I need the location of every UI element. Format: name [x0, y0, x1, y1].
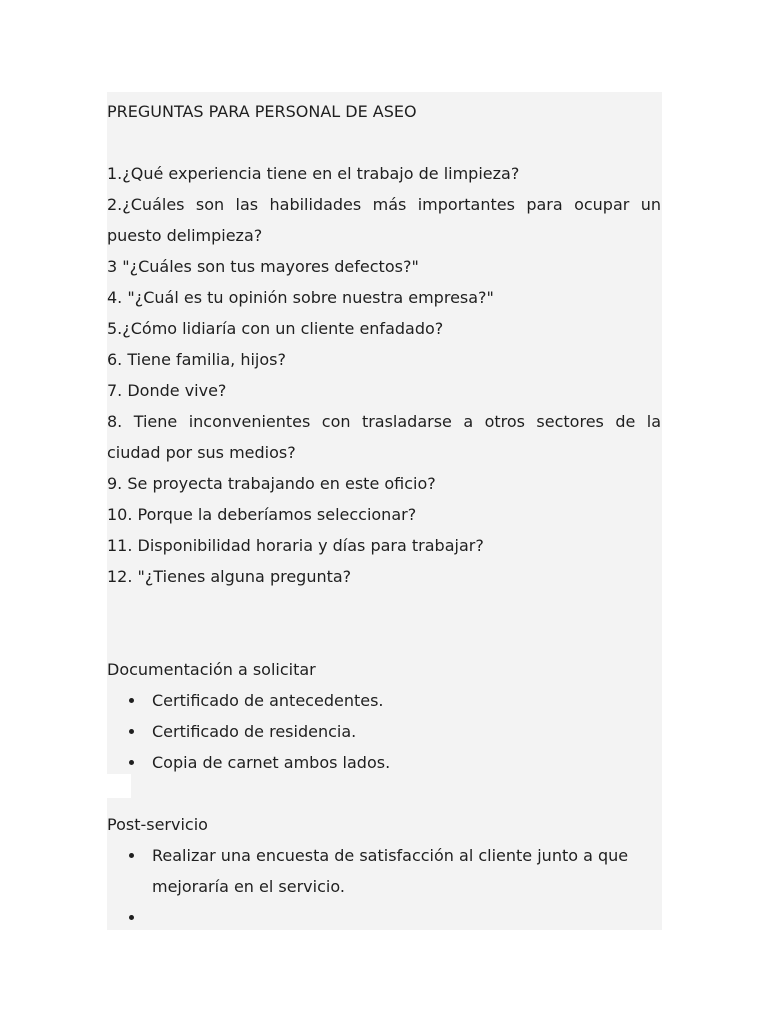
bullet-icon — [129, 760, 134, 765]
question-item: 1.¿Qué experiencia tiene en el trabajo de limpieza? — [107, 164, 520, 183]
question-item: 4. "¿Cuál es tu opinión sobre nuestra empresa?" — [107, 288, 494, 307]
list-item — [107, 840, 661, 902]
question-item: 9. Se proyecta trabajando en este oficio? — [107, 474, 436, 493]
bullet-icon — [129, 853, 134, 858]
question-item: 7. Donde vive? — [107, 381, 227, 400]
spacer — [107, 127, 661, 158]
post-servicio-heading: Post-servicio — [107, 815, 208, 834]
questions-list — [107, 158, 661, 592]
document-title: PREGUNTAS PARA PERSONAL DE ASEO — [107, 102, 417, 121]
list-item-text: Certificado de residencia. — [152, 722, 357, 741]
question-item: 3 "¿Cuáles son tus mayores defectos?" — [107, 257, 419, 276]
list-item-text: Certificado de antecedentes. — [152, 691, 384, 710]
document-content — [107, 96, 661, 933]
question-item: 11. Disponibilidad horaria y días para trabajar? — [107, 536, 484, 555]
list-item-text: Realizar una encuesta de satisfacción al cliente junto a que mejoraría en el servicio. — [152, 846, 629, 896]
bullet-icon — [129, 915, 134, 920]
spacer — [107, 778, 661, 809]
question-item: 12. "¿Tienes alguna pregunta? — [107, 567, 352, 586]
list-item — [107, 747, 661, 778]
question-item: 5.¿Cómo lidiaría con un cliente enfadado? — [107, 319, 444, 338]
documentacion-list — [107, 685, 661, 778]
documentacion-heading: Documentación a solicitar — [107, 660, 316, 679]
question-item: 10. Porque la deberíamos seleccionar? — [107, 505, 417, 524]
question-item: 6. Tiene familia, hijos? — [107, 350, 286, 369]
list-item — [107, 902, 661, 933]
question-item: 2.¿Cuáles son las habilidades más importantes para ocupar un puesto delimpieza? — [107, 195, 661, 245]
list-item — [107, 685, 661, 716]
question-item: 8. Tiene inconvenientes con trasladarse a otros sectores de la ciudad por sus medios? — [107, 412, 661, 462]
spacer — [107, 592, 661, 654]
bullet-icon — [129, 698, 134, 703]
list-item — [107, 716, 661, 747]
list-item-text: Copia de carnet ambos lados. — [152, 753, 391, 772]
bullet-icon — [129, 729, 134, 734]
post-servicio-list — [107, 840, 661, 933]
